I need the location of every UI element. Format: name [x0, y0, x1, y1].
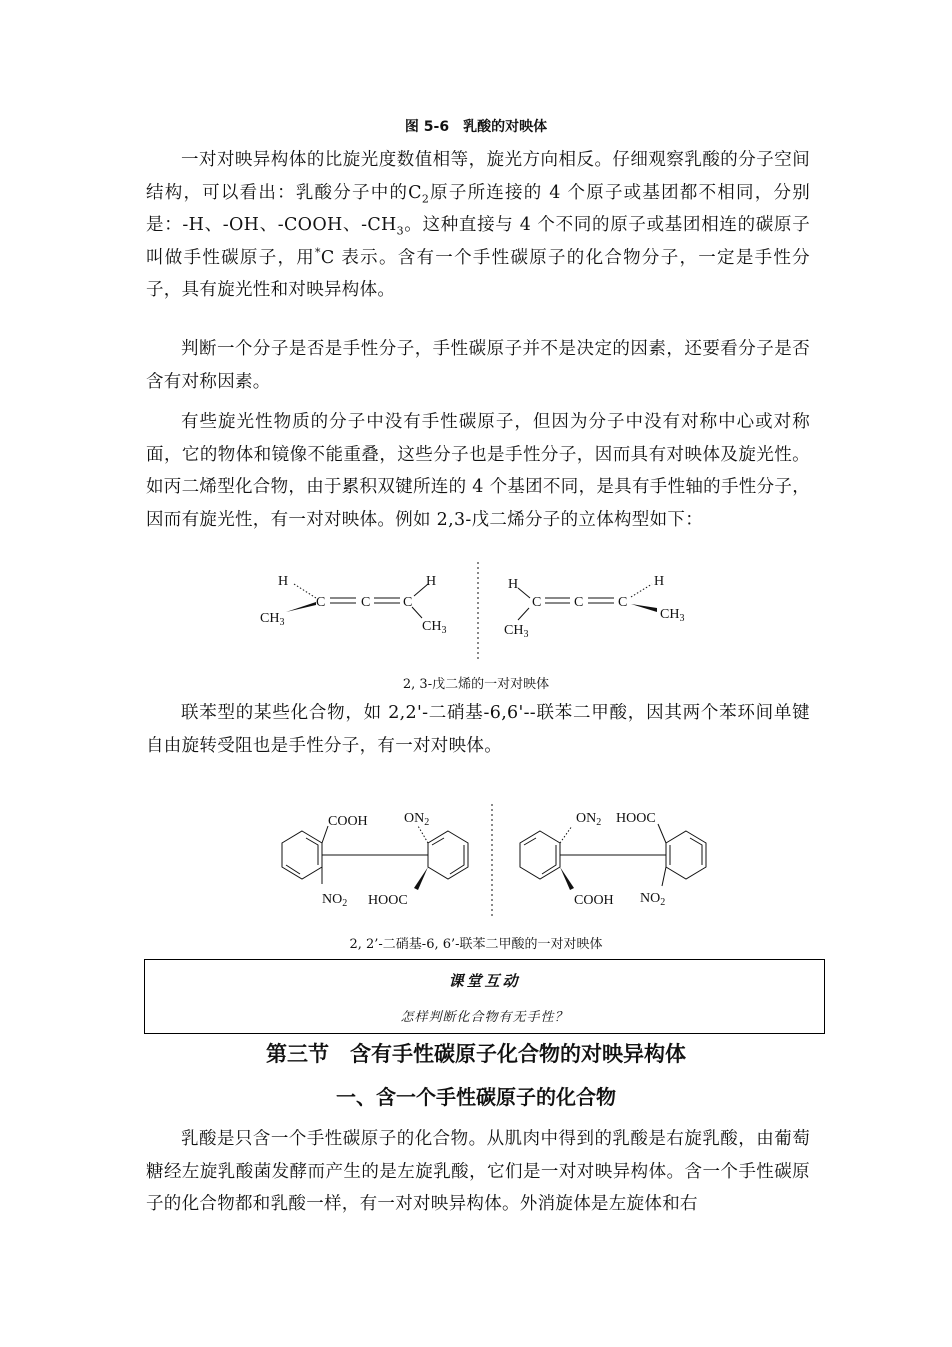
paragraph-allene: 有些旋光性物质的分子中没有手性碳原子，但因为分子中没有对称中心或对称面，它的物体和镜像不能重叠，这些分子也是手性分子，因而具有对映体及旋光性。如丙二烯型化合物，由于累积双键所连的 4 个基团不同，是具有手性轴的手性分子，因而有旋光性，有一对对映体。例如 2,3-戊二烯分子的立体构型如下： [146, 412, 810, 530]
hashed-bond [631, 584, 652, 597]
bond [518, 608, 529, 620]
benzene-ring [428, 831, 468, 879]
group-cooh: COOH [574, 893, 614, 908]
hashed-bond [294, 584, 316, 598]
atom-ch3: $CH_3$ [260, 611, 285, 628]
atom-c: C [316, 595, 326, 610]
subsection-title: 一、含一个手性碳原子的化合物 [336, 1085, 616, 1109]
atom-c: C [574, 595, 584, 610]
paragraph-lactic-enantiomers: 乳酸是只含一个手性碳原子的化合物。从肌肉中得到的乳酸是右旋乳酸，由葡萄糖经左旋乳酸菌发酵而产生的是左旋乳酸，它们是一对对映异构体。含一个手性碳原子的化合物都和乳酸一样，有一对对映异构体。外消旋体是左旋体和右 [146, 1129, 810, 1214]
benzene-ring [282, 831, 322, 879]
atom-h: H [426, 574, 437, 589]
wedge-bond [631, 604, 657, 612]
bond [518, 588, 530, 598]
atom-c: C [403, 595, 413, 610]
wedge-bond [414, 867, 428, 890]
atom-h: H [278, 574, 289, 589]
group-on2: $ON_2$ [404, 811, 430, 828]
subscript: 3 [396, 224, 404, 238]
atom-h: H [508, 577, 519, 592]
atom-ch3: $CH_3$ [422, 619, 447, 636]
group-no2: $NO_2$ [322, 892, 348, 909]
atom-c: C [618, 595, 628, 610]
text-run: 一对对映异构体的比旋光度数值相等，旋光方向相反。仔细观察乳酸的分子空间结构，可以看出：乳酸分子中的C [146, 150, 810, 203]
right-enantiomer [520, 811, 706, 908]
wedge-bond [560, 867, 574, 890]
diene-caption: 2, 3-戊二烯的一对对映体 [402, 677, 550, 692]
left-enantiomer [282, 811, 468, 909]
bond [412, 607, 422, 618]
group-hooc: HOOC [368, 893, 408, 908]
biphenyl-caption: 2, 2’-二硝基-6, 6’-联苯二甲酸的一对对映体 [349, 937, 603, 952]
biphenyl-enantiomers-diagram [270, 800, 710, 922]
section-title: 第三节 含有手性碳原子化合物的对映异构体 [266, 1042, 686, 1066]
text-run: C 表示。含有一个手性碳原子的化合物分子，一定是手性分子，具有旋光性和对映异构体。 [146, 247, 810, 300]
atom-ch3: $CH_3$ [660, 607, 685, 624]
classroom-interaction-box [144, 959, 825, 1034]
atom-c: C [532, 595, 542, 610]
box-question: 怎样判断化合物有无手性？ [400, 1010, 569, 1025]
group-cooh: COOH [328, 814, 368, 829]
text-run: 。这种直接与 4 个不同的原子或基团相连的碳原子叫做手性碳原子，用 [146, 215, 810, 268]
group-no2: $NO_2$ [640, 891, 666, 908]
subscript: 2 [421, 192, 430, 205]
pentadiene-enantiomers-diagram [250, 560, 710, 664]
paragraph-chirality-judgement: 判断一个分子是否是手性分子，手性碳原子并不是决定的因素，还要看分子是否含有对称因素。 [146, 339, 810, 392]
text-run: 原子所连接的 4 个原子或基团都不相同，分别是：-H、-OH、-COOH、-CH [146, 182, 811, 235]
atom-h: H [654, 574, 665, 589]
box-title: 课堂互动 [448, 972, 521, 990]
superscript: * [315, 245, 321, 259]
atom-c: C [361, 595, 371, 610]
group-on2: $ON_2$ [576, 811, 602, 828]
figure-title: 图 5-6 乳酸的对映体 [404, 119, 548, 135]
group-hooc: HOOC [616, 811, 656, 826]
paragraph-lactic-acid [146, 144, 810, 307]
paragraph-biphenyl: 联苯型的某些化合物，如 2,2'-二硝基-6,6'--联苯二甲酸，因其两个苯环间单键自由旋转受阻也是手性分子，有一对对映体。 [146, 703, 810, 756]
atom-ch3: $CH_3$ [504, 623, 529, 640]
benzene-ring [666, 831, 706, 879]
benzene-ring [520, 831, 560, 879]
wedge-bond [286, 602, 316, 612]
